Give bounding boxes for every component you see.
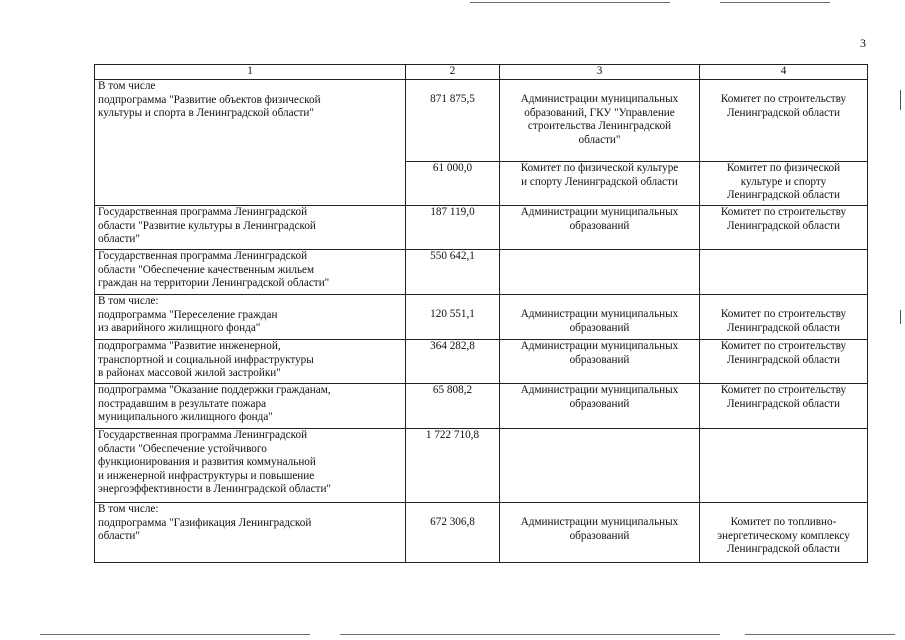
program-name-line: пострадавшим в результате пожара <box>98 397 267 410</box>
responsible-line: Комитет по топливно- <box>730 516 837 528</box>
amount-cell: 672 306,8 <box>406 503 500 563</box>
executor-cell <box>500 340 700 384</box>
executor-line: Комитет по физической культуре <box>520 162 679 174</box>
program-name-cell <box>95 206 406 250</box>
program-name-line: подпрограмма "Переселение граждан <box>98 308 278 321</box>
program-name-line: В том числе: <box>98 295 159 307</box>
program-name-cell <box>95 80 406 206</box>
responsible-line: культуре и спорту <box>740 175 827 188</box>
responsible-line: Ленинградской области <box>727 106 840 119</box>
table-row <box>95 80 868 162</box>
program-name-line: культуры и спорта в Ленинградской области" <box>98 107 314 120</box>
executor-cell <box>500 429 700 503</box>
responsible-cell <box>700 429 868 503</box>
document-table <box>94 64 868 563</box>
program-name-cell <box>95 384 406 429</box>
program-name-line: функционирования и развития коммунальной <box>98 456 316 469</box>
amount-cell: 364 282,8 <box>406 340 500 384</box>
responsible-line: Ленинградской области <box>727 353 840 366</box>
executor-line: области" <box>578 133 621 146</box>
amount-cell: 187 119,0 <box>406 206 500 250</box>
amount-cell: 61 000,0 <box>406 162 500 206</box>
responsible-cell <box>700 80 868 162</box>
responsible-cell <box>700 250 868 295</box>
responsible-line: Ленинградской области <box>727 397 840 410</box>
executor-cell <box>500 162 700 206</box>
responsible-line: Комитет по строительству <box>720 384 847 396</box>
program-name-line: подпрограмма "Оказание поддержки гражданам, <box>98 384 331 396</box>
executor-cell <box>500 503 700 563</box>
amount-cell: 550 642,1 <box>406 250 500 295</box>
executor-line: образований <box>569 353 630 366</box>
program-name-line: Государственная программа Ленинградской <box>98 250 308 262</box>
responsible-cell <box>700 206 868 250</box>
table-row <box>95 295 868 340</box>
program-name-line: области" <box>98 233 140 246</box>
program-name-line: транспортной и социальной инфраструктуры <box>98 353 314 366</box>
responsible-line: Комитет по строительству <box>720 340 847 352</box>
responsible-cell <box>700 295 868 340</box>
table-row <box>95 206 868 250</box>
executor-line: Администрации муниципальных <box>520 308 679 320</box>
program-name-line: области "Обеспечение качественным жильем <box>98 263 315 276</box>
scan-line-bottom-3 <box>745 634 895 635</box>
scan-mark-right-2 <box>900 310 901 324</box>
program-name-line: подпрограмма "Развитие инженерной, <box>98 340 281 352</box>
program-name-line: области "Развитие культуры в Ленинградской <box>98 219 316 232</box>
program-name-line: области" <box>98 530 140 543</box>
executor-line: образований <box>569 321 630 334</box>
responsible-line: Комитет по строительству <box>720 93 847 105</box>
program-name-line: граждан на территории Ленинградской области" <box>98 277 330 290</box>
executor-line: строительства Ленинградской <box>527 120 672 133</box>
program-name-cell <box>95 295 406 340</box>
table-row <box>95 250 868 295</box>
amount-cell: 65 808,2 <box>406 384 500 429</box>
responsible-line: Комитет по физической <box>726 162 841 174</box>
executor-line: Администрации муниципальных <box>520 384 679 396</box>
executor-line: Администрации муниципальных <box>520 516 679 528</box>
program-name-cell <box>95 250 406 295</box>
program-name-line: из аварийного жилищного фонда" <box>98 322 261 335</box>
program-name-line: подпрограмма "Развитие объектов физической <box>98 93 321 106</box>
column-header: 4 <box>700 65 868 80</box>
program-name-line: В том числе <box>98 80 156 92</box>
responsible-cell <box>700 384 868 429</box>
column-header: 3 <box>500 65 700 80</box>
responsible-cell <box>700 503 868 563</box>
executor-line: и спорту Ленинградской области <box>521 175 678 188</box>
executor-cell <box>500 80 700 162</box>
scan-line-bottom <box>40 634 310 635</box>
responsible-cell <box>700 340 868 384</box>
page-number: 3 <box>860 36 866 50</box>
executor-line: образований <box>569 219 630 232</box>
scan-line-top <box>470 2 670 3</box>
scan-line-top-2 <box>720 2 830 3</box>
responsible-line: Ленинградской области <box>727 219 840 232</box>
executor-cell <box>500 250 700 295</box>
program-name-line: и инженерной инфраструктуры и повышение <box>98 469 315 482</box>
responsible-line: Ленинградской области <box>727 543 840 556</box>
executor-line: образований <box>569 397 630 410</box>
executor-cell <box>500 295 700 340</box>
program-name-line: Государственная программа Ленинградской <box>98 429 308 441</box>
responsible-cell <box>700 162 868 206</box>
executor-line: Администрации муниципальных <box>520 93 679 105</box>
scan-line-bottom-2 <box>340 634 720 635</box>
executor-line: образований <box>569 529 630 542</box>
amount-cell: 120 551,1 <box>406 295 500 340</box>
executor-line: Администрации муниципальных <box>520 206 679 218</box>
program-name-cell <box>95 429 406 503</box>
program-name-line: В том числе: <box>98 503 159 515</box>
table-row <box>95 384 868 429</box>
program-name-line: энергоэффективности в Ленинградской области" <box>98 483 331 496</box>
program-name-line: Государственная программа Ленинградской <box>98 206 308 218</box>
scan-mark-right <box>900 90 901 110</box>
column-header: 2 <box>406 65 500 80</box>
program-name-line: в районах массовой жилой застройки" <box>98 367 281 380</box>
column-header: 1 <box>95 65 406 80</box>
program-name-line: муниципального жилищного фонда" <box>98 411 273 424</box>
program-name-cell <box>95 503 406 563</box>
executor-cell <box>500 206 700 250</box>
amount-cell: 871 875,5 <box>406 80 500 162</box>
program-name-line: подпрограмма "Газификация Ленинградской <box>98 516 312 529</box>
executor-line: образований, ГКУ "Управление <box>524 106 675 119</box>
responsible-line: Ленинградской области <box>727 321 840 334</box>
executor-line: Администрации муниципальных <box>520 340 679 352</box>
table-header-row <box>95 65 868 80</box>
table-row <box>95 503 868 563</box>
responsible-line: энергетическому комплексу <box>717 529 850 542</box>
amount-cell: 1 722 710,8 <box>406 429 500 503</box>
table-row <box>95 340 868 384</box>
table-row <box>95 429 868 503</box>
program-name-line: области "Обеспечение устойчивого <box>98 442 267 455</box>
executor-cell <box>500 384 700 429</box>
responsible-line: Комитет по строительству <box>720 308 847 320</box>
responsible-line: Ленинградской области <box>727 189 840 202</box>
program-name-cell <box>95 340 406 384</box>
responsible-line: Комитет по строительству <box>720 206 847 218</box>
